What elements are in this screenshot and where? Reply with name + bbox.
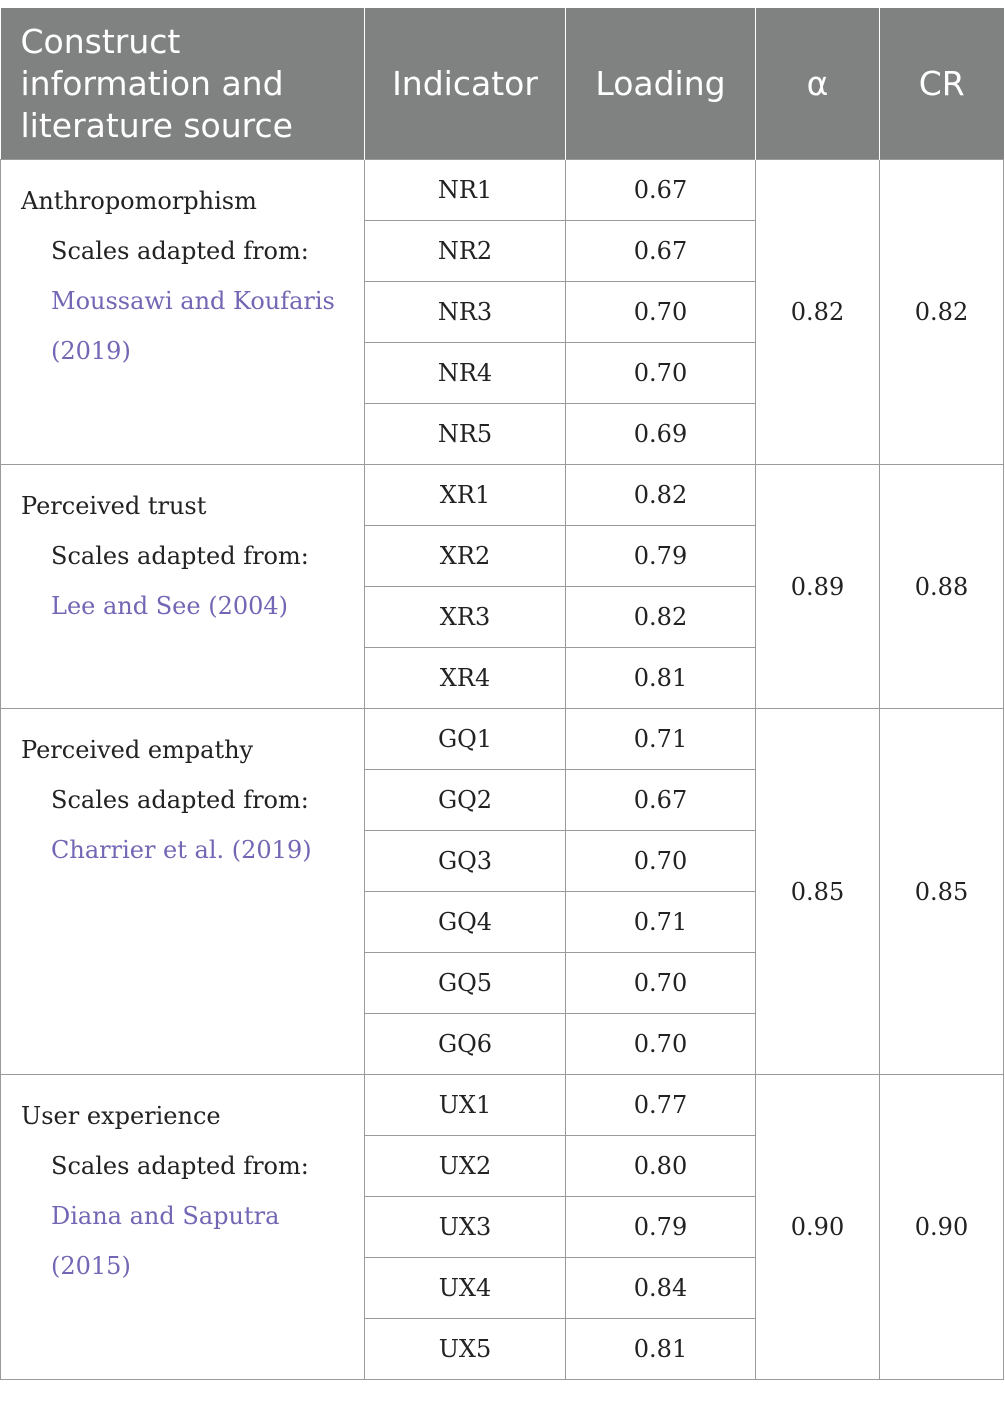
- source-block: [21, 1141, 354, 1291]
- loading-cell: 0.70: [566, 343, 756, 404]
- source-label: Scales adapted from:: [51, 1152, 309, 1180]
- reference-link[interactable]: Lee and See (2004): [51, 592, 289, 620]
- header-cr: CR: [880, 8, 1004, 160]
- header-loading: Loading: [566, 8, 756, 160]
- construct-cell: [1, 465, 365, 709]
- construct-name: Perceived trust: [21, 492, 207, 520]
- indicator-cell: XR2: [365, 526, 566, 587]
- header-indicator: Indicator: [365, 8, 566, 160]
- cr-cell: 0.90: [880, 1075, 1004, 1380]
- loading-cell: 0.71: [566, 892, 756, 953]
- indicator-cell: UX5: [365, 1319, 566, 1380]
- reference-link[interactable]: Diana and Saputra: [51, 1202, 280, 1230]
- loading-cell: 0.79: [566, 526, 756, 587]
- cr-cell: 0.85: [880, 709, 1004, 1075]
- indicator-cell: XR1: [365, 465, 566, 526]
- indicator-cell: GQ6: [365, 1014, 566, 1075]
- construct-cell: [1, 709, 365, 1075]
- alpha-cell: 0.89: [756, 465, 880, 709]
- table-row: [1, 1075, 1004, 1136]
- construct-name: Perceived empathy: [21, 736, 254, 764]
- construct-cell: [1, 1075, 365, 1380]
- source-label: Scales adapted from:: [51, 542, 309, 570]
- construct-name: User experience: [21, 1102, 221, 1130]
- reliability-table: [0, 8, 1004, 1380]
- indicator-cell: NR4: [365, 343, 566, 404]
- construct-cell: [1, 160, 365, 465]
- alpha-cell: 0.82: [756, 160, 880, 465]
- indicator-cell: UX3: [365, 1197, 566, 1258]
- indicator-cell: XR3: [365, 587, 566, 648]
- reference-link[interactable]: Moussawi and Koufaris: [51, 287, 335, 315]
- indicator-cell: GQ5: [365, 953, 566, 1014]
- indicator-cell: NR1: [365, 160, 566, 221]
- construct-name: Anthropomorphism: [21, 187, 257, 215]
- cr-cell: 0.82: [880, 160, 1004, 465]
- table-row: [1, 465, 1004, 526]
- loading-cell: 0.70: [566, 1014, 756, 1075]
- loading-cell: 0.77: [566, 1075, 756, 1136]
- loading-cell: 0.80: [566, 1136, 756, 1197]
- source-label: Scales adapted from:: [51, 786, 309, 814]
- loading-cell: 0.81: [566, 648, 756, 709]
- loading-cell: 0.84: [566, 1258, 756, 1319]
- indicator-cell: NR3: [365, 282, 566, 343]
- loading-cell: 0.67: [566, 160, 756, 221]
- indicator-cell: NR5: [365, 404, 566, 465]
- header-construct-line: information and: [20, 63, 284, 103]
- loading-cell: 0.71: [566, 709, 756, 770]
- loading-cell: 0.79: [566, 1197, 756, 1258]
- header-alpha: α: [756, 8, 880, 160]
- source-block: [21, 775, 354, 875]
- header-construct-line: Construct: [20, 21, 181, 61]
- table-body: [1, 160, 1004, 1380]
- indicator-cell: UX1: [365, 1075, 566, 1136]
- reference-link[interactable]: Charrier et al. (2019): [51, 836, 312, 864]
- table-row: [1, 709, 1004, 770]
- source-block: [21, 226, 354, 376]
- indicator-cell: GQ3: [365, 831, 566, 892]
- loading-cell: 0.82: [566, 465, 756, 526]
- indicator-cell: GQ2: [365, 770, 566, 831]
- loading-cell: 0.70: [566, 282, 756, 343]
- source-block: [21, 531, 354, 631]
- header-construct-line: literature source: [20, 105, 293, 145]
- alpha-cell: 0.90: [756, 1075, 880, 1380]
- table-row: [1, 160, 1004, 221]
- loading-cell: 0.67: [566, 770, 756, 831]
- header-row: [1, 8, 1004, 160]
- reference-link[interactable]: (2015): [51, 1252, 131, 1280]
- loading-cell: 0.81: [566, 1319, 756, 1380]
- loading-cell: 0.70: [566, 831, 756, 892]
- indicator-cell: UX2: [365, 1136, 566, 1197]
- indicator-cell: XR4: [365, 648, 566, 709]
- indicator-cell: GQ1: [365, 709, 566, 770]
- loading-cell: 0.82: [566, 587, 756, 648]
- cr-cell: 0.88: [880, 465, 1004, 709]
- alpha-cell: 0.85: [756, 709, 880, 1075]
- source-label: Scales adapted from:: [51, 237, 309, 265]
- loading-cell: 0.70: [566, 953, 756, 1014]
- reference-link[interactable]: (2019): [51, 337, 131, 365]
- header-construct: [1, 8, 365, 160]
- loading-cell: 0.67: [566, 221, 756, 282]
- indicator-cell: GQ4: [365, 892, 566, 953]
- indicator-cell: UX4: [365, 1258, 566, 1319]
- loading-cell: 0.69: [566, 404, 756, 465]
- indicator-cell: NR2: [365, 221, 566, 282]
